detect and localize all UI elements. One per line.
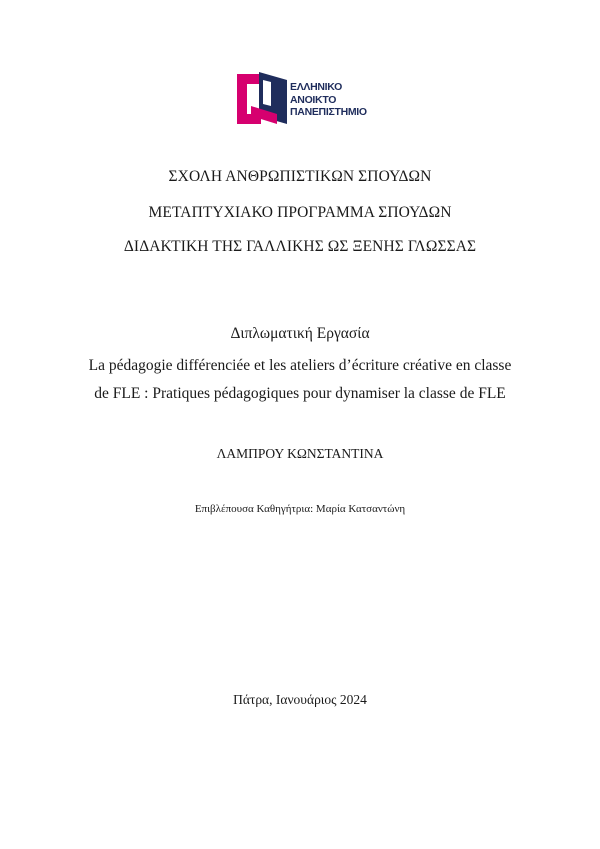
school-name: ΣΧΟΛΗ ΑΝΘΡΩΠΙΣΤΙΚΩΝ ΣΠΟΥΔΩΝ — [168, 168, 432, 185]
thesis-title-line-1: La pédagogie différenciée et les ateliers d’écriture créative en classe — [88, 357, 512, 374]
course-name: ΔΙΔΑΚΤΙΚΗ ΤΗΣ ΓΑΛΛΙΚΗΣ ΩΣ ΞΕΝΗΣ ΓΛΩΣΣΑΣ — [123, 238, 477, 255]
logo-line-3: ΠΑΝΕΠΙΣΤΗΜΙΟ — [290, 106, 367, 118]
thesis-title-line-2: de FLE : Pratiques pédagogiques pour dynamiser la classe de FLE — [94, 385, 506, 402]
supervisor-line: Επιβλέπουσα Καθηγήτρια: Μαρία Κατσαντώνη — [194, 503, 406, 515]
thesis-type: Διπλωματική Εργασία — [230, 325, 370, 342]
program-name: ΜΕΤΑΠΤΥΧΙΑΚΟ ΠΡΟΓΡΑΜΜΑ ΣΠΟΥΔΩΝ — [148, 204, 452, 221]
university-logo — [237, 70, 387, 130]
logo-emblem-icon — [237, 70, 293, 128]
logo-line-2: ΑΝΟΙΚΤΟ — [290, 93, 337, 106]
logo-line-1: ΕΛΛΗΝΙΚΟ — [290, 81, 342, 93]
logo-wordmark — [290, 81, 367, 119]
place-date: Πάτρα, Ιανουάριος 2024 — [233, 692, 367, 707]
author-name: ΛΑΜΠΡΟΥ ΚΩΝΣΤΑΝΤΙΝΑ — [216, 446, 384, 461]
